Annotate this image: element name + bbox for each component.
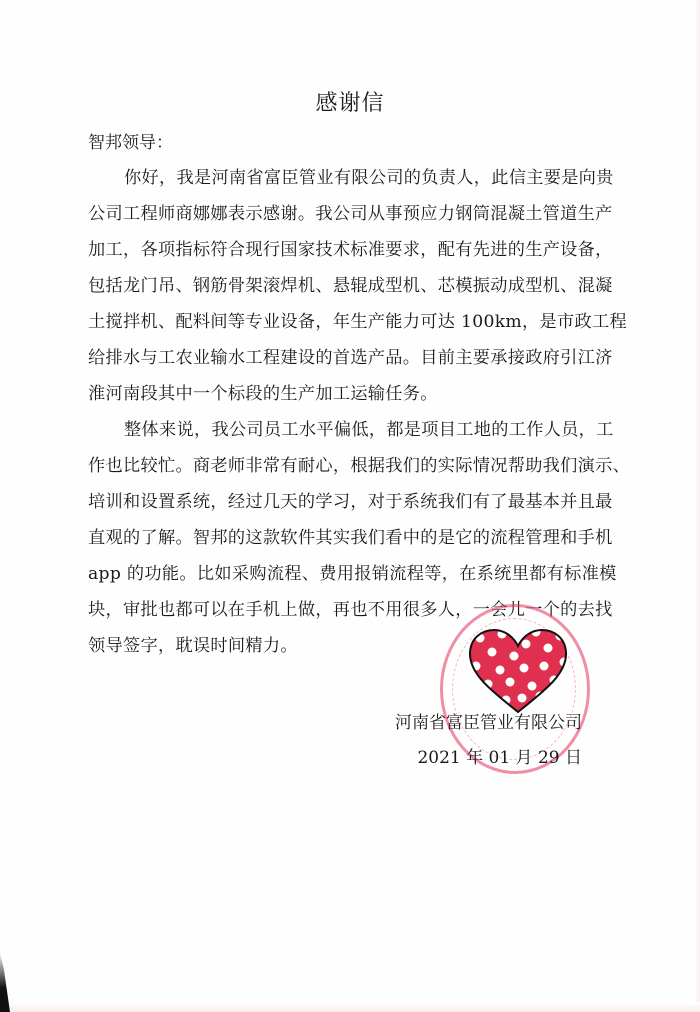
text-line: 整体来说，我公司员工水平偏低，都是项目工地的工作人员，工 [124, 420, 614, 440]
text-line: 给排水与工农业输水工程建设的首选产品。目前主要承接政府引江济 [88, 348, 613, 368]
text-line: app 的功能。比如采购流程、费用报销流程等，在系统里都有标准模 [88, 564, 617, 584]
text-line: 直观的了解。智邦的这款软件其实我们看中的是它的流程管理和手机 [88, 528, 613, 548]
text-line: 公司工程师商娜娜表示感谢。我公司从事预应力钢筒混凝土管道生产 [88, 204, 613, 224]
text-line: 淮河南段其中一个标段的生产加工运输任务。 [88, 384, 438, 404]
text-line: 加工，各项指标符合现行国家技术标准要求，配有先进的生产设备， [88, 240, 613, 260]
page-edge-shadow-bottom [0, 1002, 700, 1012]
signature-company: 河南省富臣管业有限公司 [395, 713, 582, 733]
text-line: 土搅拌机、配料间等专业设备，年生产能力可达 100km，是市政工程 [88, 312, 627, 332]
letter-title: 感谢信 [315, 91, 385, 116]
page-corner-shadow [0, 952, 10, 1012]
text-line: 你好，我是河南省富臣管业有限公司的负责人，此信主要是向贵 [124, 168, 614, 188]
text-line: 包括龙门吊、钢筋骨架滚焊机、悬辊成型机、芯模振动成型机、混凝 [88, 276, 613, 296]
polka-dot-heart-icon [466, 626, 570, 716]
text-line: 块，审批也都可以在手机上做，再也不用很多人，一会儿一个的去找 [88, 600, 613, 620]
text-line: 作也比较忙。商老师非常有耐心，根据我们的实际情况帮助我们演示、 [88, 456, 631, 476]
signature-date: 2021 年 01 月 29 日 [417, 748, 582, 768]
paragraph-1 [88, 160, 627, 412]
text-line: 培训和设置系统，经过几天的学习，对于系统我们有了最基本并且最 [88, 492, 613, 512]
letter-greeting: 智邦领导： [88, 133, 173, 153]
page-edge-shadow-right [694, 0, 700, 1012]
text-line: 领导签字，耽误时间精力。 [88, 636, 298, 656]
